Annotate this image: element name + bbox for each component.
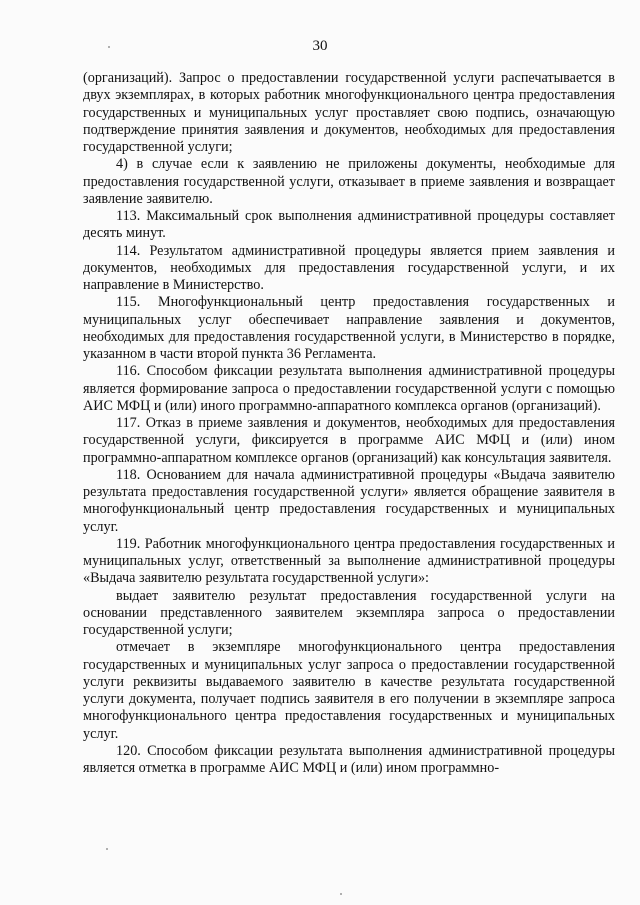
paragraph-114: 114. Результатом административной процедуры является прием заявления и документов, необходимых для предоставления государственной услуги, и их направление в Министерство. bbox=[83, 242, 615, 293]
paragraph-117: 117. Отказ в приеме заявления и документов, необходимых для предоставления государственной услуги, фиксируется в программе АИС МФЦ и (или) ином программно-аппаратном комплексе органов (организаций) как консультация заявителя. bbox=[83, 415, 615, 466]
paragraph-115: 115. Многофункциональный центр предоставления государственных и муниципальных услуг обеспечивает направление заявления и документов, необходимых для предоставления государственной услуги, в Министерство в порядке, указанном в части второй пункта 36 Регламента. bbox=[83, 294, 615, 362]
paragraph-continuation: (организаций). Запрос о предоставлении государственной услуги распечатывается в двух экземплярах, в которых работник многофункционального центра предоставления государственных и муниципальных услуг проставляет свою подпись, означающую подтверждение принятия заявления и документов, необходимых для предоставления государственной услуги; bbox=[83, 70, 615, 155]
paragraph-119-mark: отмечает в экземпляре многофункционального центра предоставления государственных и муниципальных услуг запроса о предоставлении государственной услуги реквизиты выдаваемого заявителю в качестве результата государственной услуги документа, получает подпись заявителя в его получении в экземпляре запроса многофункционального центра предоставления государственных и муниципальных услуг. bbox=[83, 639, 615, 742]
scan-speck bbox=[340, 893, 342, 895]
scan-speck bbox=[106, 848, 108, 850]
paragraph-118: 118. Основанием для начала административной процедуры «Выдача заявителю результата предоставления государственной услуги» является обращение заявителя в многофункциональный центр предоставления государственных и муниципальных услуг. bbox=[83, 466, 615, 535]
paragraph-item-4: 4) в случае если к заявлению не приложены документы, необходимые для предоставления государственной услуги, отказывает в приеме заявления и возвращает заявление заявителю. bbox=[83, 156, 615, 207]
paragraph-119-issue: выдает заявителю результат предоставления государственной услуги на основании представленного заявителем экземпляра запроса о предоставлении государственной услуги; bbox=[83, 587, 615, 638]
paragraph-116: 116. Способом фиксации результата выполнения административной процедуры является формирование запроса о предоставлении государственной услуги с помощью АИС МФЦ и (или) иного программно-аппаратного комплекса органов (организаций). bbox=[83, 363, 615, 414]
paragraph-119: 119. Работник многофункционального центра предоставления государственных и муниципальных услуг, ответственный за выполнение административной процедуры «Выдача заявителю результата государственной услуги»: bbox=[83, 535, 615, 587]
paragraph-120: 120. Способом фиксации результата выполнения административной процедуры является отметка в программе АИС МФЦ и (или) ином программно- bbox=[83, 742, 615, 776]
paragraph-113: 113. Максимальный срок выполнения административной процедуры составляет десять минут. bbox=[83, 208, 615, 242]
document-body bbox=[83, 70, 615, 777]
page-number: 30 bbox=[312, 38, 328, 54]
